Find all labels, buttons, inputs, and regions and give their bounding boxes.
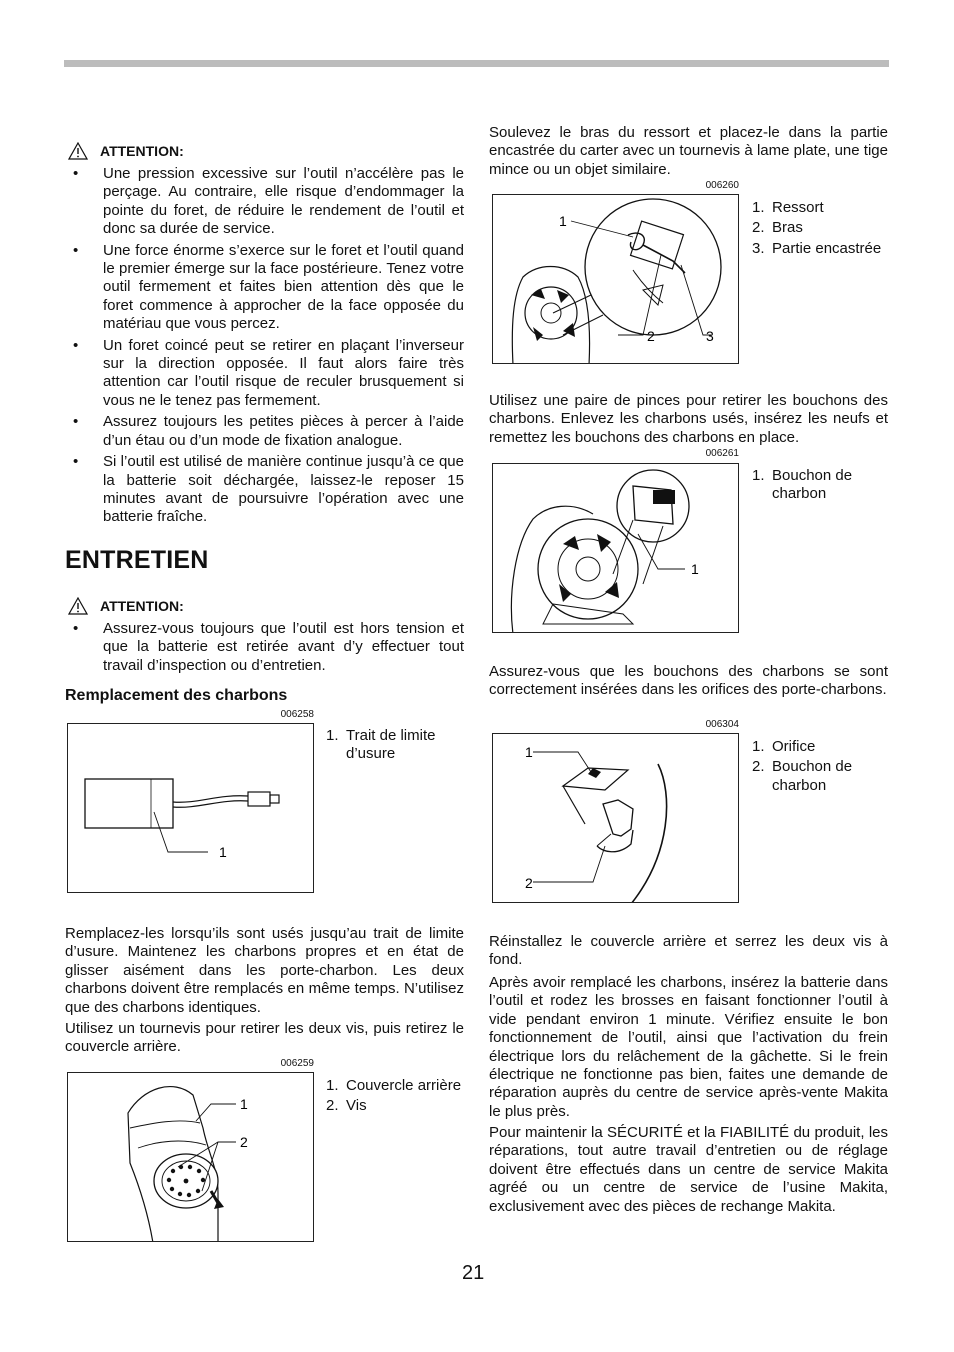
legend-item [326,1097,466,1115]
figure-legend [752,199,892,260]
callout-3: 3 [706,328,714,344]
paragraph: Utilisez une paire de pinces pour retirer les bouchons des charbons. Enlevez les charbons usés, insérez les neufs et remettez les bouchons des charbons en place. [489,392,888,446]
paragraph: Remplacez-les lorsqu’ils sont usés jusqu’au trait de limite d’usure. Maintenez les charbons propres et en état de glisser aisément dans les porte-charbon. Les deux charbons doivent être remplacés en même temps. N’utilisez que des charbons identiques. [65,925,464,1016]
legend-item [752,219,892,237]
bullet-item: • Une force énorme s’exerce sur le foret et l’outil quand le premier émerge sur la face postérieure. Tenez votre outil fermement et faites bien attention dès que le foret commence à approcher de la face opposée du matériau que vous percez. [65,242,464,334]
bullet-item: • Une pression excessive sur l’outil n’accélère pas le perçage. Au contraire, elle risque d’endommager la pointe du foret, de réduire le rendement de l’outil et donc sa durée de service. [65,165,464,239]
paragraph: Après avoir remplacé les charbons, insérez la batterie dans l’outil et rodez les brosses en faisant fonctionner l’outil à vide pendant environ 1 minute. Vérifiez ensuite le bon fonctionnement de l’outil, ainsi que l’activation du frein électrique lors du relâchement de la gâchette. Si le frein électrique ne fonctionne pas bien, faites une demande de réparation auprès du centre de service après-vente Makita le plus près. [489,974,888,1120]
callout-1: 1 [559,213,567,229]
legend-item [752,758,892,795]
legend-item [752,199,892,217]
legend-text: Bouchon de charbon [772,758,853,794]
paragraph: Assurez-vous que les bouchons des charbons se sont correctement insérées dans les orifices des porte-charbons. [489,663,888,699]
page-number: 21 [462,1262,485,1284]
figure-code: 006260 [705,180,739,191]
header-rule [64,60,889,67]
figure-brush-cap [492,463,739,633]
attention-label: ATTENTION: [68,142,184,160]
figure-code: 006259 [280,1058,314,1069]
paragraph: Soulevez le bras du ressort et placez-le dans la partie encastrée du carter avec un tournevis à lame plate, une tige mince ou un objet similaire. [489,124,888,178]
paragraph: Réinstallez le couvercle arrière et serrez les deux vis à fond. [489,933,888,969]
legend-number: 1. [752,738,765,755]
legend-text: Bras [772,219,803,237]
legend-number: 1. [752,467,765,484]
figure-code: 006261 [705,448,739,459]
legend-text: Orifice [772,738,816,755]
figure-legend [326,1077,466,1118]
callout-1: 1 [525,744,533,760]
callout-2: 2 [647,328,655,344]
attention-bullet-list [65,165,464,530]
bullet-item: • Un foret coincé peut se retirer en plaçant l’inverseur sur la direction opposée. Il faut alors faire très attention car l’outil risque de reculer brusquement si vous ne le tenez pas fermement. [65,337,464,411]
figure-legend [326,727,466,766]
warning-icon [68,142,88,160]
paragraph: Utilisez un tournevis pour retirer les deux vis, puis retirez le couvercle arrière. [65,1020,464,1056]
bullet-item: • Assurez toujours les petites pièces à percer à l’aide d’un étau ou d’un mode de fixation analogue. [65,413,464,450]
legend-number: 3. [752,239,765,257]
attention-label: ATTENTION: [68,597,184,615]
figure-orifice [492,733,739,903]
legend-item [752,467,892,504]
callout-2: 2 [525,875,533,891]
legend-number: 2. [752,758,765,776]
legend-text: Ressort [772,199,824,216]
subheading: Remplacement des charbons [65,687,288,704]
figure-rear-cover [67,1072,314,1242]
legend-item [326,1077,466,1095]
legend-text: Partie encastrée [772,239,882,257]
callout-1: 1 [691,561,699,577]
figure-legend [752,467,892,506]
warning-icon [68,597,88,615]
figure-legend [752,738,892,797]
legend-item [752,738,892,756]
figure-code: 006258 [280,709,314,720]
legend-text: Trait de limite d’usure [346,727,436,763]
figure-code: 006304 [705,719,739,730]
figure-brush-wear-limit [67,723,314,893]
legend-item [752,240,892,258]
legend-number: 2. [326,1097,339,1115]
legend-text: Couvercle arrière [346,1077,462,1094]
bullet-item: • Si l’outil est utilisé de manière continue jusqu’à ce que la batterie soit déchargée, laissez-le reposer 15 minutes avant de poursuivre l’opération avec une batterie fraîche. [65,453,464,527]
bullet-item: • Assurez-vous toujours que l’outil est hors tension et que la batterie est retirée avant d’y effectuer tout travail d’inspection ou d’entretien. [65,620,464,675]
figure-spring-arm [492,194,739,364]
legend-number: 2. [752,219,765,237]
legend-number: 1. [752,199,765,216]
legend-item [326,727,466,764]
legend-text: Bouchon de charbon [772,467,853,503]
callout-1: 1 [219,844,227,860]
maintenance-bullet-list [65,620,464,678]
legend-number: 1. [326,727,339,744]
callout-2: 2 [240,1134,248,1150]
section-title: ENTRETIEN [65,546,209,574]
callout-1: 1 [240,1096,248,1112]
paragraph: Pour maintenir la SÉCURITÉ et la FIABILITÉ du produit, les réparations, tout autre travail d’entretien ou de réglage doivent être effectués dans un centre de service Makita agréé ou un centre de service de l’usine Makita, exclusivement avec des pièces de rechange Makita. [489,1124,888,1215]
legend-number: 1. [326,1077,339,1094]
legend-text: Vis [346,1097,367,1115]
